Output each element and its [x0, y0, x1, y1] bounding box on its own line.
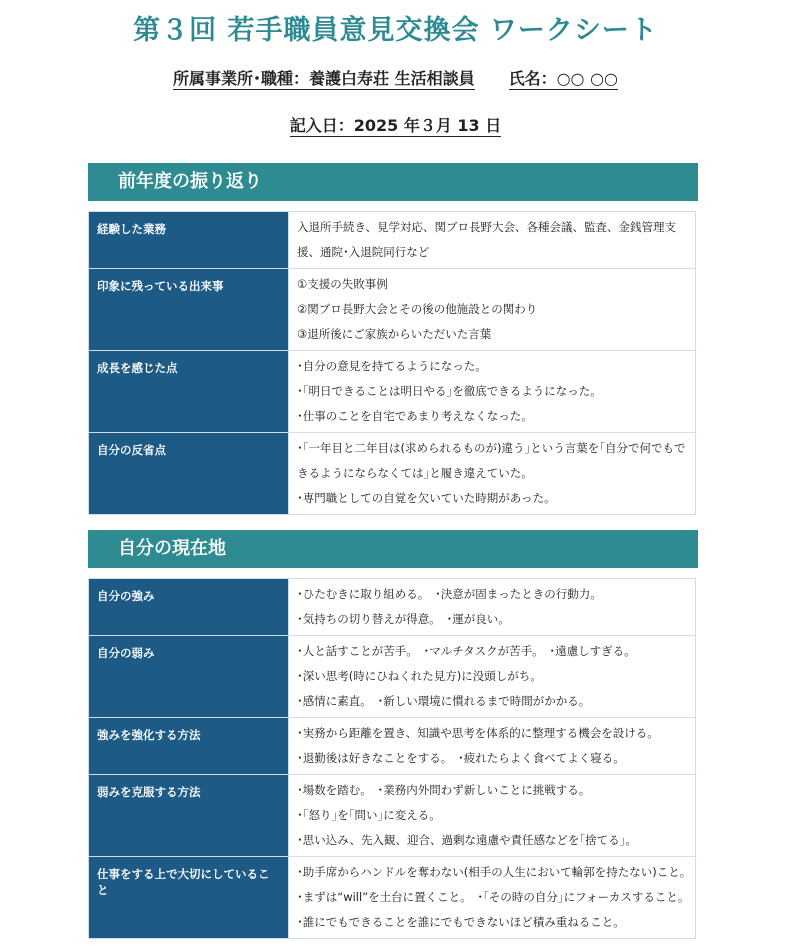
section-heading-current: 自分の現在地	[88, 530, 698, 568]
content-line: ･深い思考(時にひねくれた見方)に没頭しがち。	[297, 669, 542, 683]
row-content	[289, 269, 696, 351]
row-content	[289, 212, 696, 269]
row-content	[289, 433, 696, 515]
row-label: 自分の弱み	[89, 636, 289, 718]
name-text: 氏名：○○ ○○	[508, 69, 618, 88]
table-row	[89, 718, 696, 775]
row-content	[289, 775, 696, 857]
table-row	[89, 269, 696, 351]
row-label: 強みを強化する方法	[89, 718, 289, 775]
date-line	[0, 113, 791, 136]
content-line: ･誰にでもできることを誰にでもできないほど積み重ねること。	[297, 915, 625, 929]
content-line: ･場数を踏む。 ･業務内外問わず新しいことに挑戦する。	[297, 783, 591, 797]
row-content	[289, 636, 696, 718]
content-line: ②関ブロ長野大会とその後の他施設との関わり	[297, 302, 538, 316]
table-row	[89, 775, 696, 857]
row-label: 自分の強み	[89, 579, 289, 636]
meta-line	[0, 66, 791, 89]
row-label: 仕事をする上で大切にしていること	[89, 857, 289, 939]
row-label: 経験した業務	[89, 212, 289, 269]
row-content	[289, 351, 696, 433]
content-line: ①支援の失敗事例	[297, 277, 388, 291]
content-line: 入退所手続き、見学対応、関ブロ長野大会、各種会議、監査、金銭管理支援、通院･入退院同行など	[297, 220, 677, 259]
page-title: 第３回 若手職員意見交換会 ワークシート	[133, 15, 658, 46]
row-content	[289, 857, 696, 939]
content-line: ･自分の意見を持てるようになった。	[297, 359, 487, 373]
content-line: ･退勤後は好きなことをする。 ･疲れたらよく食べてよく寝る。	[297, 751, 625, 765]
content-line: ･助手席からハンドルを奪わない(相手の人生において輪郭を持たない)こと。	[297, 865, 692, 879]
table-row	[89, 433, 696, 515]
row-content	[289, 579, 696, 636]
table-row	[89, 351, 696, 433]
current-table	[88, 578, 696, 939]
content-line: ･人と話すことが苦手。 ･マルチタスクが苦手。 ･遠慮しすぎる。	[297, 644, 636, 658]
content-line: ･専門職としての自覚を欠いていた時期があった。	[297, 491, 556, 505]
content-line: ･｢明日できることは明日やる｣を徹底できるようになった。	[297, 384, 602, 398]
row-content	[289, 718, 696, 775]
content-line: ･まずは“will”を土台に置くこと。 ･｢その時の自分｣にフォーカスすること。	[297, 890, 690, 904]
content-line: ･思い込み、先入観、迎合、過剰な遠慮や責任感などを｢捨てる｣。	[297, 833, 637, 847]
content-line: ･｢怒り｣を｢問い｣に変える。	[297, 808, 441, 822]
date-text: 記入日：2025 年３月 13 日	[289, 116, 502, 135]
table-row	[89, 636, 696, 718]
content-line: ･ひたむきに取り組める。 ･決意が固まったときの行動力。	[297, 587, 602, 601]
content-line: ･気持ちの切り替えが得意。 ･運が良い。	[297, 612, 510, 626]
content-line: ･仕事のことを自宅であまり考えなくなった。	[297, 409, 533, 423]
content-line: ･感情に素直。 ･新しい環境に慣れるまで時間がかかる。	[297, 694, 591, 708]
section-heading-review: 前年度の振り返り	[88, 163, 698, 201]
affiliation-text: 所属事業所･職種：養護白寿荘 生活相談員	[173, 69, 475, 88]
content-line: ･実務から距離を置き、知識や思考を体系的に整理する機会を設ける。	[297, 726, 659, 740]
content-line: ･｢一年目と二年目は(求められるものが)違う｣という言葉を｢自分で何でもできるようにならなくては｣と履き違えていた。	[297, 441, 686, 480]
table-row	[89, 857, 696, 939]
row-label: 自分の反省点	[89, 433, 289, 515]
row-label: 成長を感じた点	[89, 351, 289, 433]
table-row	[89, 579, 696, 636]
row-label: 弱みを克服する方法	[89, 775, 289, 857]
table-row	[89, 212, 696, 269]
content-line: ③退所後にご家族からいただいた言葉	[297, 327, 492, 341]
row-label: 印象に残っている出来事	[89, 269, 289, 351]
review-table	[88, 211, 696, 515]
